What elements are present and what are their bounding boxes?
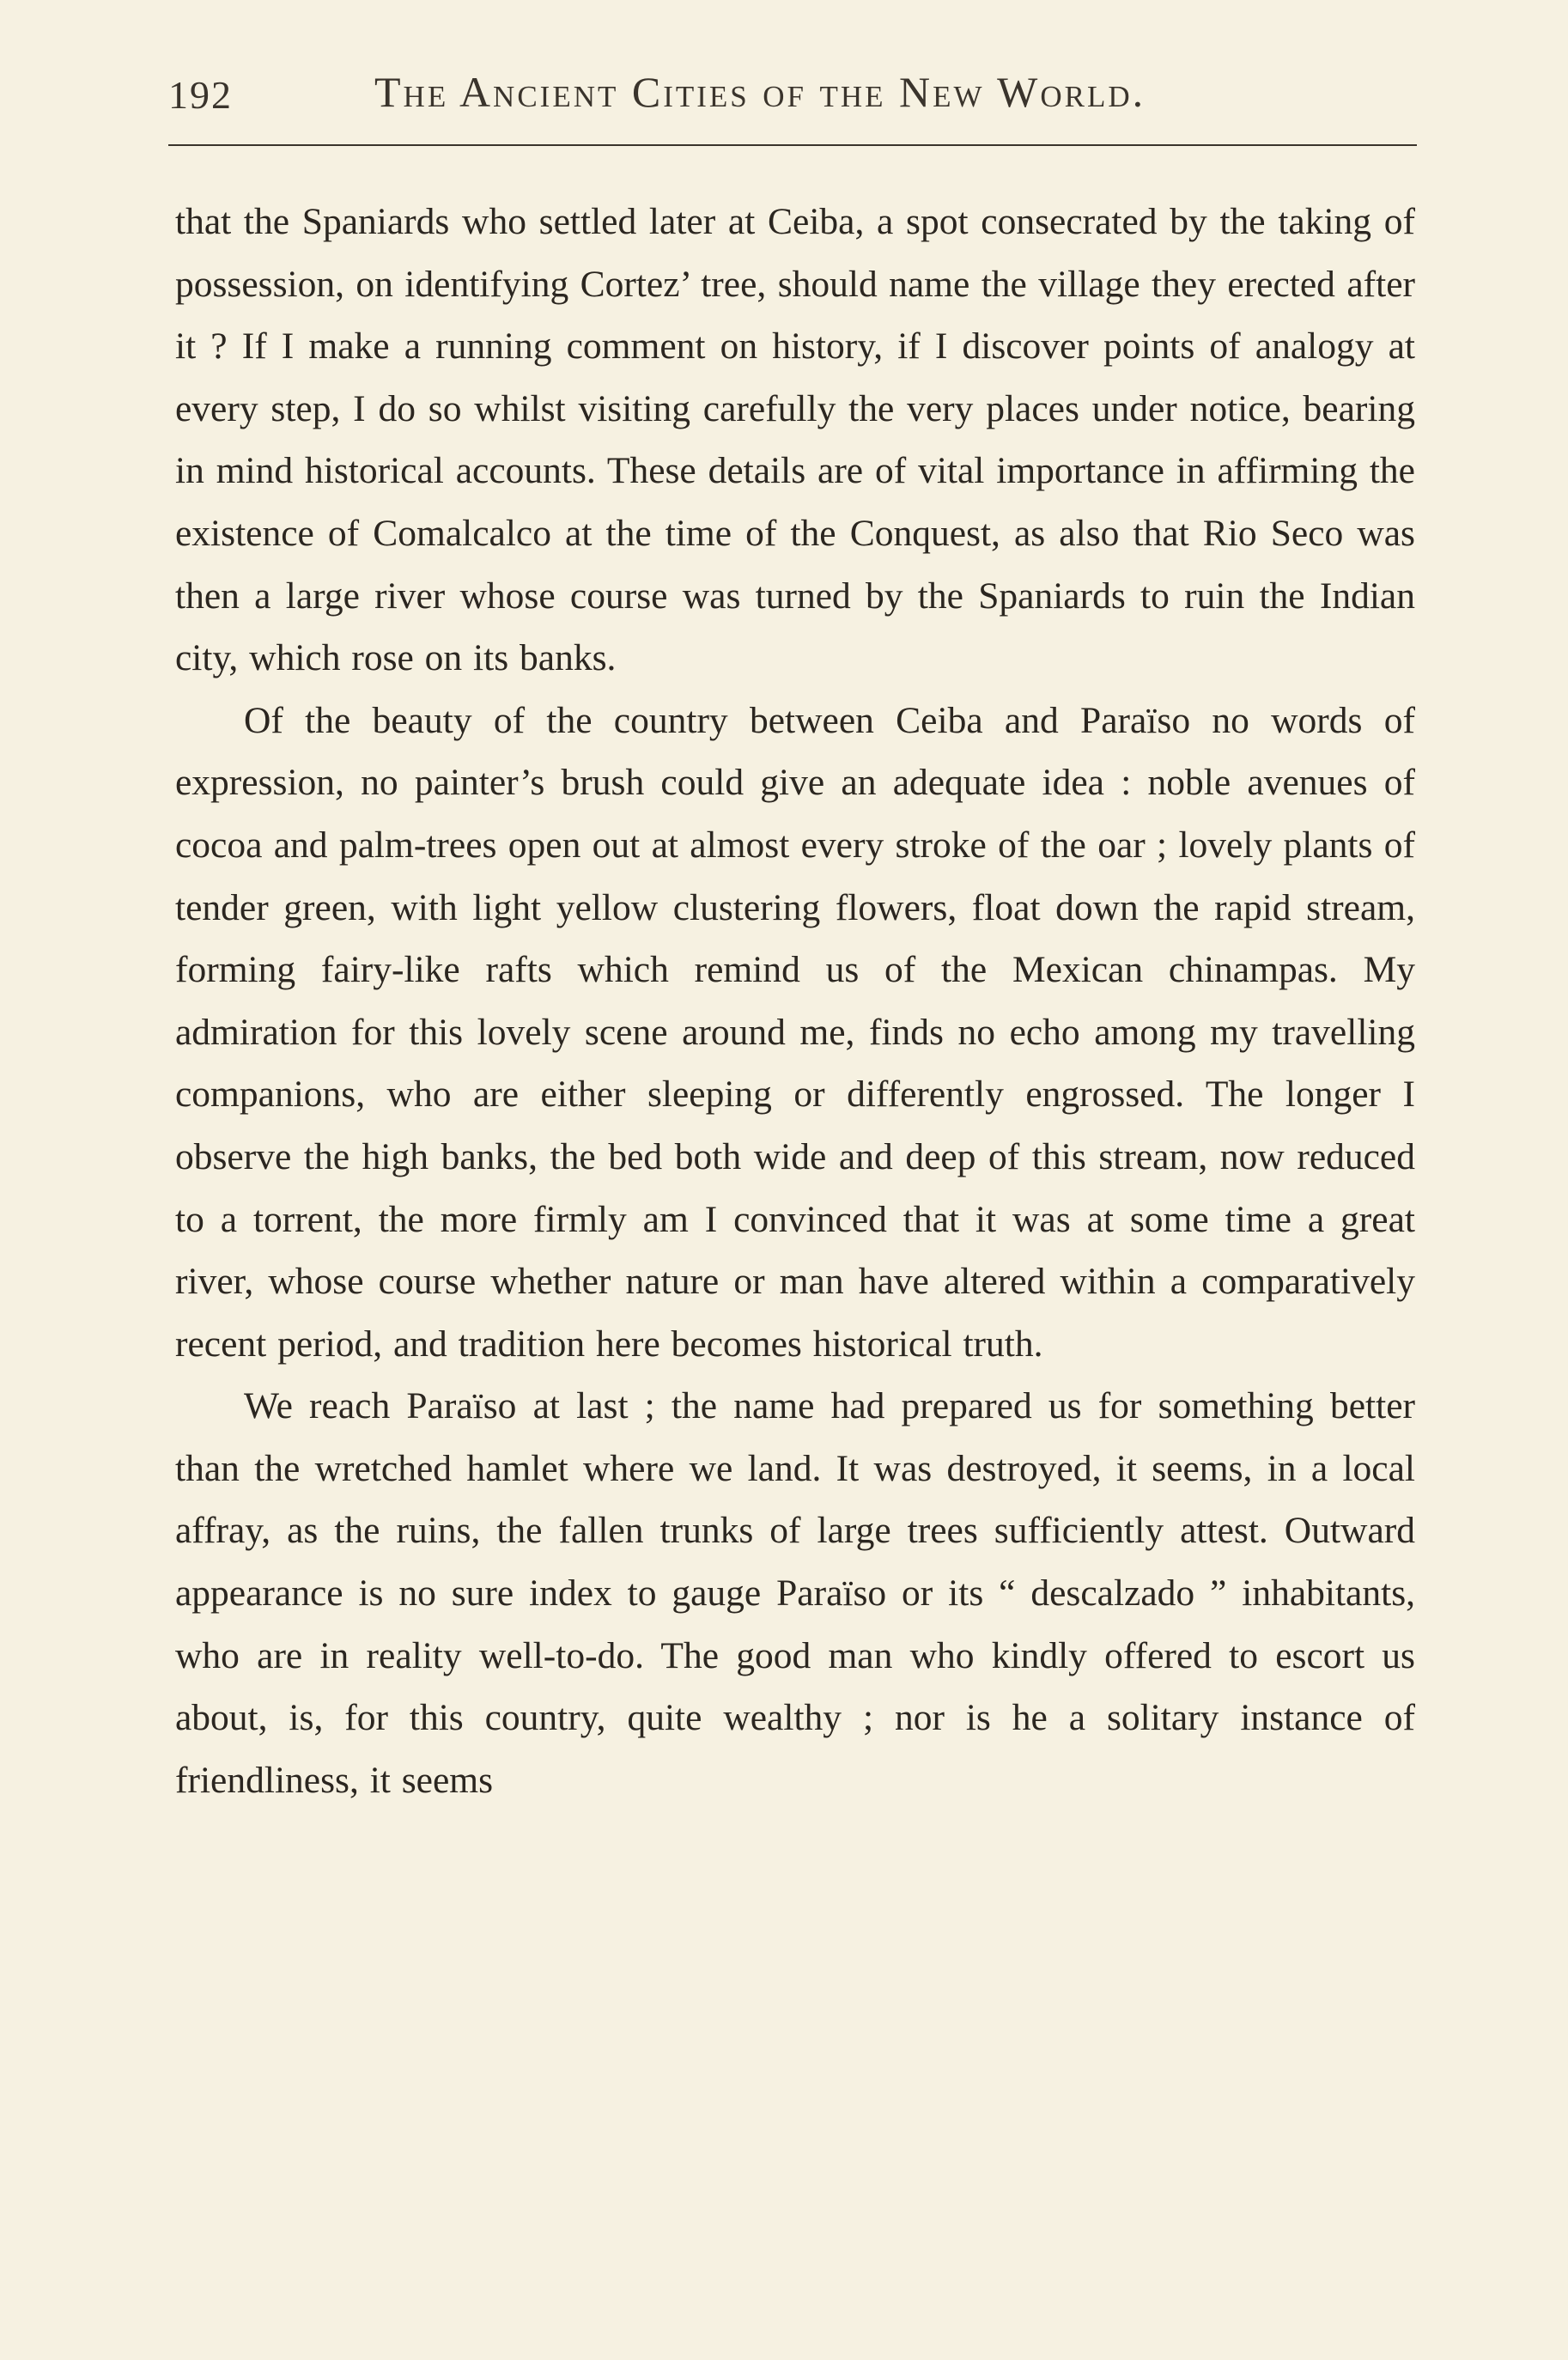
paragraph-3: We reach Paraïso at last ; the name had prepared us for something better than the wretched hamlet where we land. It was destroyed, it seems, in a local affray, as the ruins, the fallen trunks of large trees sufficiently attest. Outward appearance is no sure index to gauge Paraïso or its “ descalzado ” inhabitants, who are in reality well-to-do. The good man who kindly offered to escort us about, is, for this country, quite wealthy ; nor is he a solitary instance of friendliness, it seems: [175, 1385, 1415, 1801]
page-number: 192: [168, 73, 233, 117]
running-title: The Ancient Cities of the New World.: [374, 68, 1146, 116]
paragraph-2: Of the beauty of the country between Ceiba and Paraïso no words of expression, no painter’s brush could give an adequate idea : noble avenues of cocoa and palm-trees open out at almost every stroke of the oar ; lovely plants of tender green, with light yellow clustering flowers, float down the rapid stream, forming fairy-like rafts which remind us of the Mexican chinampas. My admiration for this lovely scene around me, finds no echo among my travelling companions, who are either sleeping or differently engrossed. The longer I observe the high banks, the bed both wide and deep of this stream, now reduced to a torrent, the more firmly am I convinced that it was at some time a great river, whose course whether nature or man have altered within a comparatively recent period, and tradition here becomes historical truth.: [175, 699, 1415, 1365]
body-text: [175, 191, 1415, 1811]
paragraph-1: that the Spaniards who settled later at Ceiba, a spot consecrated by the taking of possession, on identifying Cortez’ tree, should name the village they erected after it ? If I make a running comment on history, if I discover points of analogy at every step, I do so whilst visiting carefully the very places under notice, bearing in mind historical accounts. These details are of vital importance in affirming the existence of Comalcalco at the time of the Conquest, as also that Rio Seco was then a large river whose course was turned by the Spaniards to ruin the Indian city, which rose on its banks.: [175, 201, 1415, 679]
header-rule: [168, 144, 1417, 146]
